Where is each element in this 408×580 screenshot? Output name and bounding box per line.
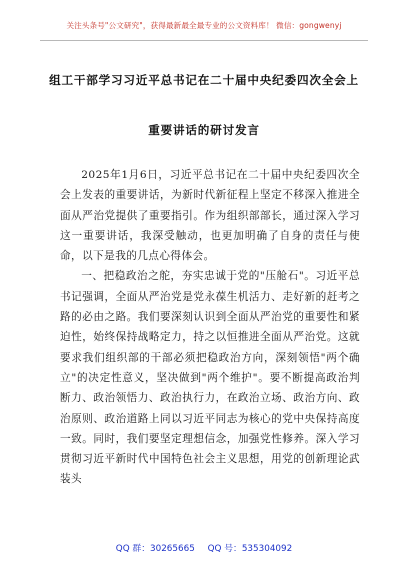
qq-number-label: QQ 号：535304092 — [207, 544, 293, 554]
footer-contact — [0, 541, 408, 554]
header-banner: 关注头条号"公文研究"，获得最新最全最专业的公文资料库！ 微信：gongwenyj — [66, 21, 342, 30]
document-title-line-1: 组工干部学习习近平总书记在二十届中央纪委四次全会上 — [49, 73, 359, 87]
document-title-line-2: 重要讲话的研讨发言 — [148, 123, 260, 137]
header-divider — [40, 40, 368, 41]
qq-group-label: QQ 群：30265665 — [115, 544, 195, 554]
document-body — [60, 165, 360, 490]
paragraph-section-1: 一、把稳政治之舵，夯实忠诚于党的"压舱石"。习近平总书记强调，全面从严治党是党永葆生机活力、走好新的赶考之路的必由之路。我们要深刻认识到全面从严治党的重要性和紧迫性，始终保持战略定力，持之以恒推进全面从严治党。这就要求我们组织部的干部必须把稳政治方向，深刻领悟"两个确立"的决定性意义，坚决做到"两个维护"。要不断提高政治判断力、政治领悟力、政治执行力，在政治立场、政治方向、政治原则、政治道路上同以习近平同志为核心的党中央保持高度一致。同时，我们要坚定理想信念，加强党性修养。深入学习贯彻习近平新时代中国特色社会主义思想，用党的创新理论武装头 — [60, 270, 360, 486]
paragraph-intro: 2025年1月6日，习近平总书记在二十届中央纪委四次全会上发表的重要讲话，为新时代新征程上坚定不移深入推进全面从严治党提供了重要指引。作为组织部部长，通过深入学习这一重要讲话，我深受触动，也更加明确了自身的责任与使命，以下是我的几点心得体会。 — [60, 169, 360, 263]
